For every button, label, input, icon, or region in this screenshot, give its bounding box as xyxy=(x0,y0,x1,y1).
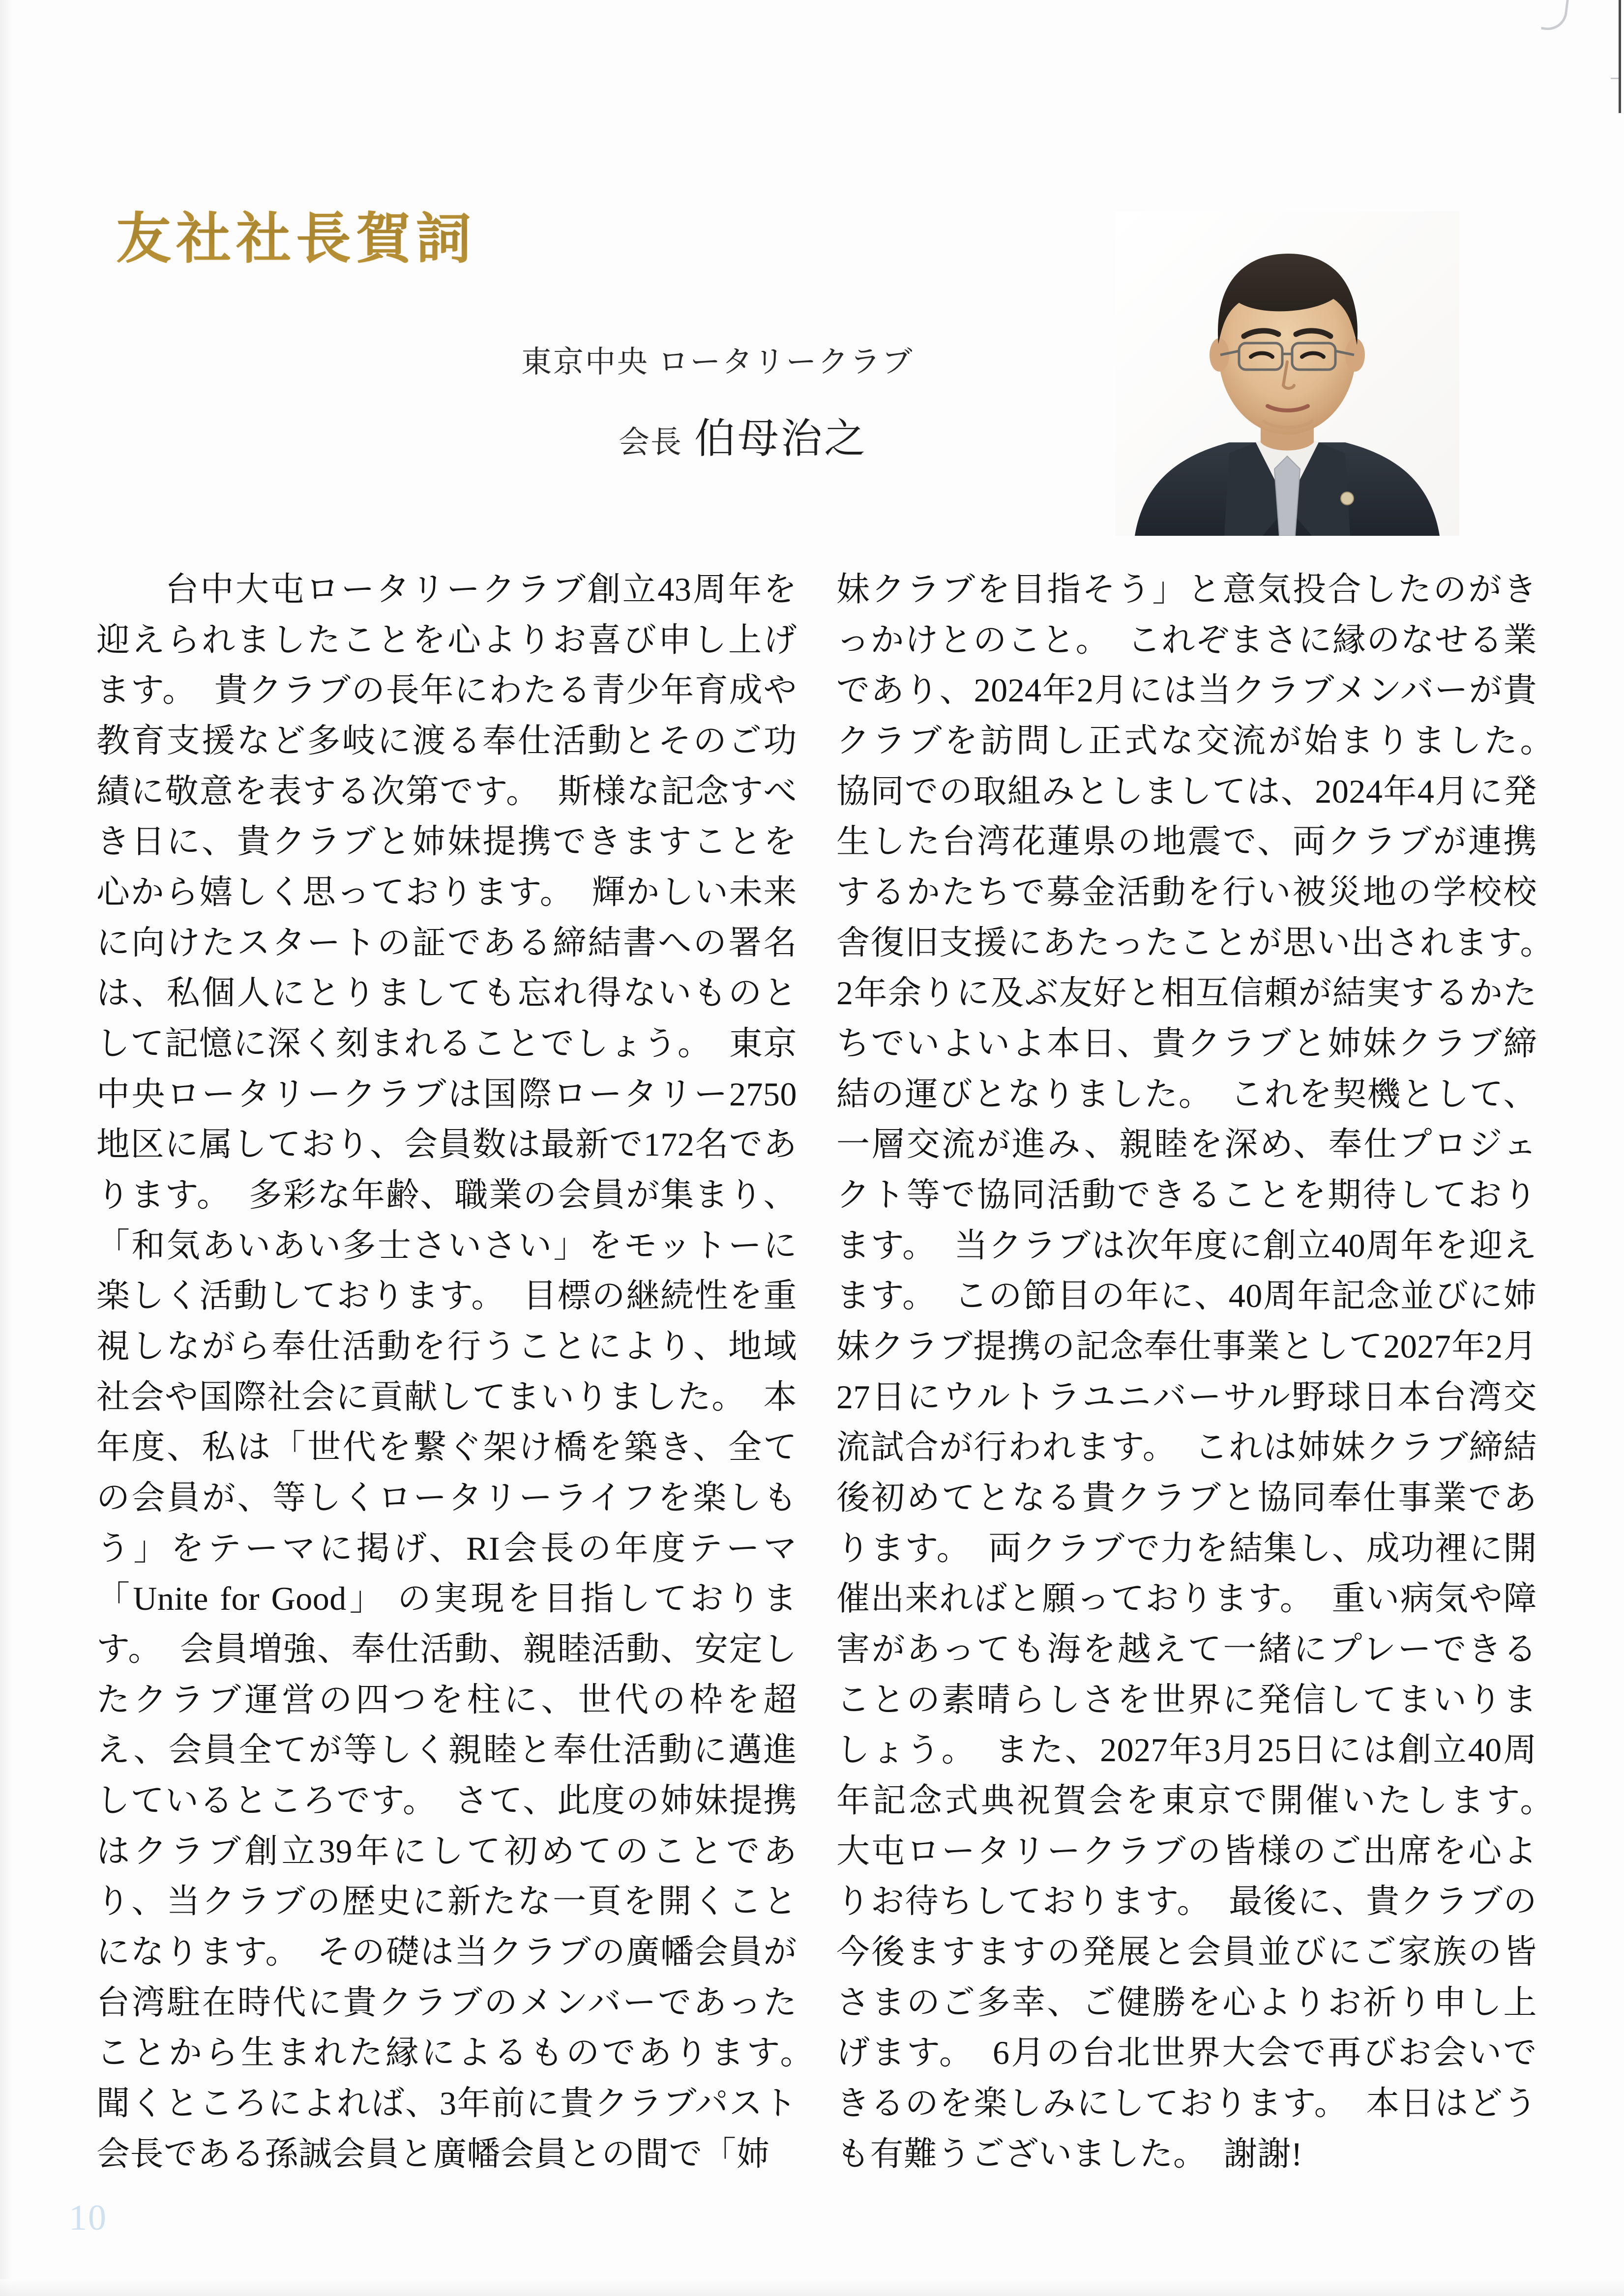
byline-name-row xyxy=(521,406,1077,465)
body-columns xyxy=(96,564,1571,2180)
scan-artifact-tick-icon xyxy=(1611,78,1619,79)
byline-role: 会長 xyxy=(619,425,682,460)
scan-artifact-curve-icon xyxy=(1541,0,1569,32)
portrait-illustration xyxy=(1115,211,1459,536)
scan-edge-shadow-bottom xyxy=(0,2279,1624,2296)
byline-person-name: 伯母治之 xyxy=(694,416,868,462)
paragraph-right-1: 妹クラブを目指そう」と意気投合したのがきっかけとのこと。 これぞまさに縁のなせる業であり、2024年2月には当クラブメンバーが貴クラブを訪問し正式な交流が始まりました。 協同での取組みとしましては、2024年4月に発生した台湾花蓮県の地震で、両クラブが連携するかたちで募金活動を行い被災地の学校校舎復旧支援にあたったことが思い出されます。 2年余りに及ぶ友好と相互信頼が結実するかたちでいよいよ本日、貴クラブと姉妹クラブ締結の運びとなりました。 これを契機として、一層交流が進み、親睦を深め、奉仕プロジェクト等で協同活動できることを期待しております。 当クラブは次年度に創立40周年を迎えます。 この節目の年に、40周年記念並びに姉妹クラブ提携の記念奉仕事業として2027年2月27日にウルトラユニバーサル野球日本台湾交流試合が行われます。 これは姉妹クラブ締結後初めてとなる貴クラブと協同奉仕事業であります。 両クラブで力を結集し、成功裡に開催出来ればと願っております。 重い病気や障害があっても海を越えて一緒にプレーできることの素晴らしさを世界に発信してまいりましょう。 また、2027年3月25日には創立40周年記念式典祝賀会を東京で開催いたします。 大屯ロータリークラブの皆様のご出席を心よりお待ちしております。 最後に、貴クラブの今後ますますの発展と会員並びにご家族の皆さまのご多幸、ご健勝を心よりお祈り申し上げます。 6月の台北世界大会で再びお会いできるのを楽しみにしております。 本日はどうも有難うございました。 謝謝! xyxy=(836,571,1571,2173)
page-number: 10 xyxy=(69,2198,107,2238)
byline-club-name: 東京中央 ロータリークラブ xyxy=(521,346,914,379)
column-right xyxy=(836,564,1571,2180)
byline xyxy=(521,337,1077,465)
paragraph-left-1: 台中大屯ロータリークラブ創立43周年を迎えられましたことを心よりお喜び申し上げます。 貴クラブの長年にわたる青少年育成や教育支援など多岐に渡る奉仕活動とそのご功績に敬意を表する次第です。 斯様な記念すべき日に、貴クラブと姉妹提携できますことを心から嬉しく思っております。 輝かしい未来に向けたスタートの証である締結書への署名は、私個人にとりましても忘れ得ないものとして記憶に深く刻まれることでしょう。 東京中央ロータリークラブは国際ロータリー2750地区に属しており、会員数は最新で172名であります。 多彩な年齢、職業の会員が集まり、「和気あいあい多士さいさい」をモットーに楽しく活動しております。 目標の継続性を重視しながら奉仕活動を行うことにより、地域社会や国際社会に貢献してまいりました。 本年度、私は「世代を繋ぐ架け橋を築き、全ての会員が、等しくロータリーライフを楽しもう」をテーマに掲げ、RI会長の年度テーマ 「Unite for Good」 の実現を目指しております。 会員増強、奉仕活動、親睦活動、安定したクラブ運営の四つを柱に、世代の枠を超え、会員全てが等しく親睦と奉仕活動に邁進しているところです。 さて、此度の姉妹提携はクラブ創立39年にして初めてのことであり、当クラブの歴史に新たな一頁を開くことになります。 その礎は当クラブの廣幡会員が台湾駐在時代に貴クラブのメンバーであったことから生まれた縁によるものであります。 聞くところによれば、3年前に貴クラブパスト会長である孫誠会員と廣幡会員との間で「姉 xyxy=(96,571,831,2173)
scan-artifact-edge-bar xyxy=(1619,0,1621,113)
column-left xyxy=(96,564,831,2180)
page-title: 友社社長賀詞 xyxy=(116,195,476,274)
scan-edge-shadow-left xyxy=(0,0,13,2296)
portrait-photo xyxy=(1115,211,1459,536)
